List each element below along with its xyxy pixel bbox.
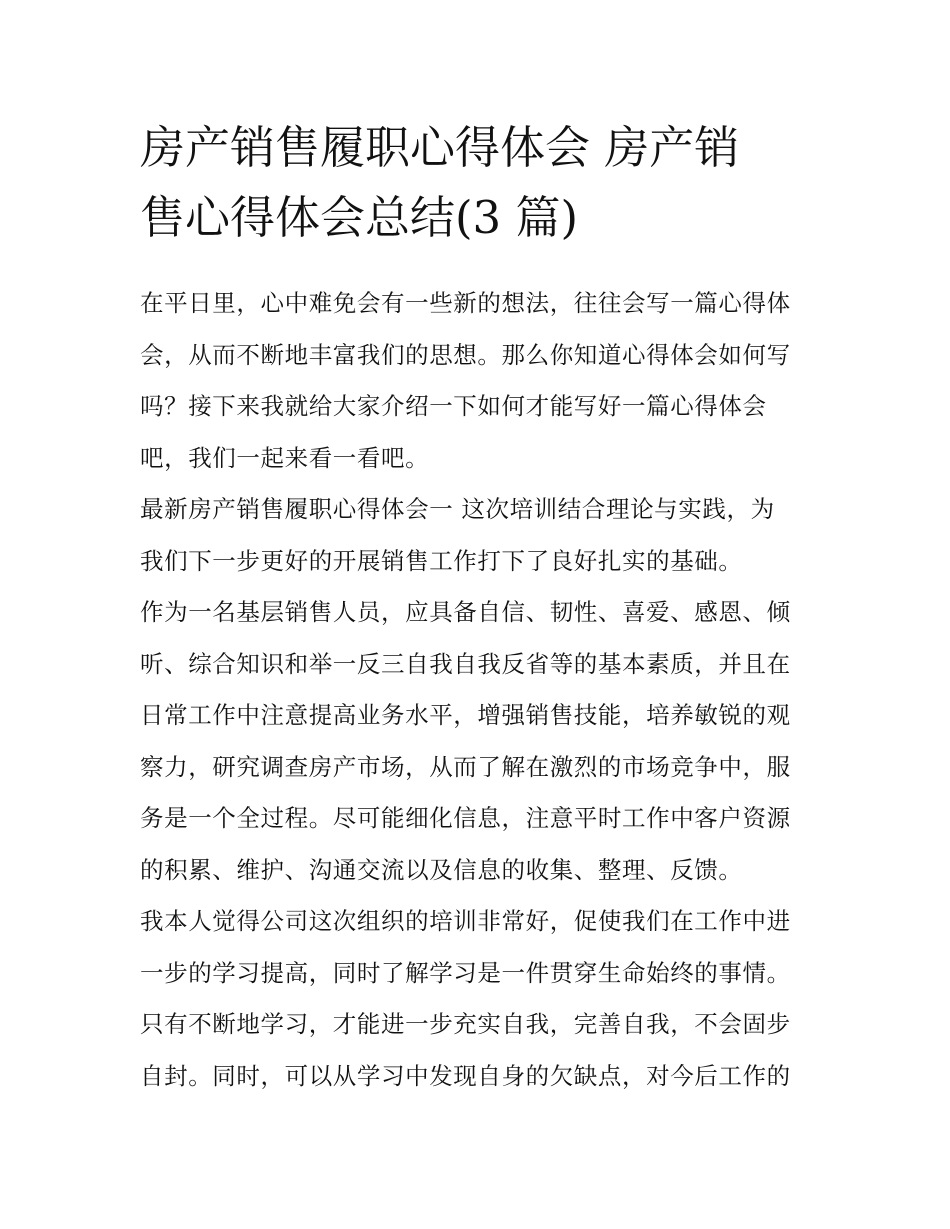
title-line: 房产销售履职心得体会 房产销	[140, 121, 740, 174]
body-line: 我们下一步更好的开展销售工作打下了良好扎实的基础。	[140, 546, 743, 575]
body-line: 的积累、维护、沟通交流以及信息的收集、整理、反馈。	[140, 855, 743, 884]
body-line: 务是一个全过程。尽可能细化信息，注意平时工作中客户资源	[140, 804, 791, 832]
body-line: 一步的学习提高，同时了解学习是一件贯穿生命始终的事情。	[140, 958, 791, 987]
body-line: 日常工作中注意提高业务水平，增强销售技能，培养敏锐的观	[140, 701, 791, 729]
document-body	[140, 278, 830, 1102]
body-line: 吧，我们一起来看一看吧。	[140, 443, 430, 472]
body-line: 会，从而不断地丰富我们的思想。那么你知道心得体会如何写	[140, 340, 791, 369]
body-line: 我本人觉得公司这次组织的培训非常好，促使我们在工作中进	[140, 907, 791, 935]
body-line: 只有不断地学习，才能进一步充实自我，完善自我，不会固步	[140, 1010, 791, 1038]
body-line: 自封。同时，可以从学习中发现自身的欠缺点，对今后工作的	[140, 1061, 791, 1090]
body-line: 听、综合知识和举一反三自我自我反省等的基本素质，并且在	[140, 649, 791, 678]
body-line: 作为一名基层销售人员，应具备自信、韧性、喜爱、感恩、倾	[140, 598, 791, 626]
body-line: 在平日里，心中难免会有一些新的想法，往往会写一篇心得体	[140, 289, 791, 317]
body-line: 最新房产销售履职心得体会一 这次培训结合理论与实践，为	[140, 495, 775, 523]
body-line: 察力，研究调查房产市场，从而了解在激烈的市场竞争中，服	[140, 752, 791, 781]
title-line: 售心得体会总结(3 篇)	[140, 191, 579, 244]
document-title	[140, 113, 830, 253]
body-line: 吗？接下来我就给大家介绍一下如何才能写好一篇心得体会	[140, 392, 767, 420]
